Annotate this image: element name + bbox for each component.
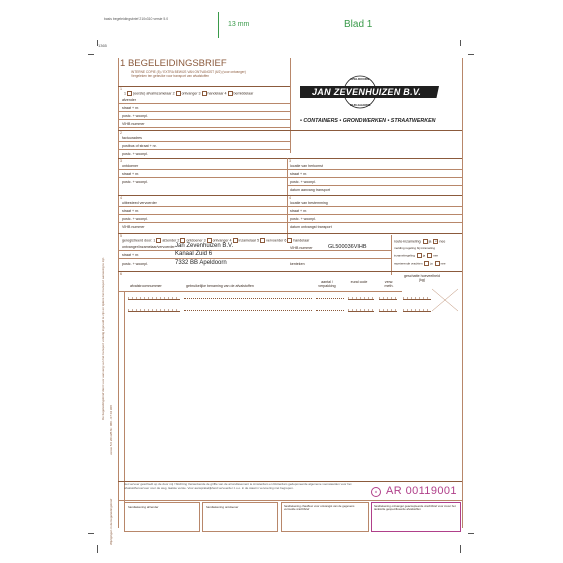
section-1-num: 1	[120, 87, 122, 91]
field-postcode-5: postc. + woonpl.	[122, 262, 149, 266]
section-2-num: 2	[120, 131, 122, 135]
cross-graphic	[430, 287, 460, 313]
col-afvalstroomnummer: afvalstroomnummer	[130, 284, 162, 288]
signature-box-afzender[interactable]	[124, 502, 200, 532]
field-factuuradres: factuuradres	[122, 136, 142, 140]
section-5-num: 5	[120, 234, 122, 238]
field-locatie-herkomst: locatie van herkomst	[290, 164, 323, 168]
field-street: straat + nr.	[122, 106, 140, 110]
row-line	[118, 291, 402, 292]
form-heading: BEGELEIDINGSBRIEF	[127, 58, 227, 69]
field-street-4r: straat + nr.	[290, 209, 308, 213]
row-line	[118, 258, 391, 259]
crop-mark	[97, 545, 98, 553]
ar-prefix: AR	[386, 485, 403, 497]
col-euralcode: eural code	[350, 280, 368, 284]
section-6-num: 6	[120, 272, 122, 276]
crop-mark	[88, 54, 94, 55]
row-line	[118, 119, 290, 120]
checkbox[interactable]	[435, 261, 440, 266]
section-2-top	[118, 130, 462, 131]
field-street-3r: straat + nr.	[290, 172, 308, 176]
sheet-label: Blad 1	[344, 19, 373, 30]
row-line	[287, 185, 462, 186]
entry-aantal-2[interactable]	[316, 310, 344, 311]
right-check-3: repeterende vrachten ja nee	[394, 261, 446, 266]
entry-afvalstroomnummer-1[interactable]	[128, 294, 180, 300]
section-5-registered: geregistreerd door: 1 afzender 2 ontdoener 3 ontvanger 4 inzamelaar 5 vervoerder 6 handelaar	[122, 238, 310, 243]
checkbox[interactable]	[424, 261, 429, 266]
field-postcode-3r: postc. + woonpl.	[290, 180, 317, 184]
sig-label: handtekening chauffeur voor ontvangst van de gegevens vermelde vrachtbrief	[284, 504, 355, 512]
checkbox[interactable]	[417, 253, 422, 258]
mid-divider	[287, 158, 288, 238]
checkbox[interactable]	[423, 239, 428, 244]
recycle-icon: ♻	[371, 487, 381, 497]
sig-label: handtekening afzender	[128, 505, 159, 509]
section-4-num: 4	[120, 196, 122, 200]
entry-benaming-2[interactable]	[184, 310, 312, 311]
field-postcode-2: postc. + woonpl.	[122, 152, 149, 156]
signature-box-chauffeur[interactable]	[281, 502, 369, 532]
field-datum-ontvangst: datum ontvangst transport	[290, 225, 332, 229]
field-ontdoener: ontdoener	[122, 164, 139, 168]
kenteken-label: kenteken	[290, 262, 305, 266]
vihb-label: VIHB nummer	[290, 246, 313, 250]
sig-label: handtekening ontdoener	[206, 505, 239, 509]
margin-note: 13 mm	[228, 21, 250, 28]
logo-tagline: • CONTAINERS • GRONDWERKEN • STRAATWERKEN	[300, 118, 436, 124]
row-line	[118, 127, 290, 128]
row-line	[118, 177, 462, 178]
field-street-3: straat + nr.	[122, 172, 140, 176]
side-text-3: Wijzigingen in de begeleidingsbrief	[109, 498, 113, 545]
row-line	[118, 250, 391, 251]
checkbox[interactable]	[202, 91, 207, 96]
field-postcode-4r: postc. + woonpl.	[290, 217, 317, 221]
signature-box-ontvanger[interactable]	[371, 502, 461, 532]
crop-mark	[468, 54, 474, 55]
field-postcode-4: postc. + woonpl.	[122, 217, 149, 221]
section-6-top	[118, 271, 462, 272]
checkbox[interactable]	[427, 253, 432, 258]
right-check-2: inzamelregeling ja nee	[394, 253, 439, 258]
city-value: 7332 BB Apeldoorn	[175, 260, 227, 266]
row-line	[118, 149, 290, 150]
page-code: 1365	[98, 43, 107, 48]
measure-line	[218, 12, 219, 38]
field-postcode-3: postc. + woonpl.	[122, 180, 149, 184]
row-line	[118, 169, 462, 170]
section-5-right-divider	[391, 235, 392, 275]
col-verw-meth: verw. meth.	[384, 280, 394, 288]
checkbox[interactable]	[156, 238, 161, 243]
right-check-1: melding regeling bij inzameling	[394, 246, 436, 250]
vihb-value: GL500036VIHB	[328, 244, 367, 250]
company-name-value: Jan Zevenhuizen B.V.	[175, 243, 234, 249]
field-vihb-4: VIHB nummer	[122, 225, 145, 229]
col-aantal: aantal / verpakking	[318, 280, 336, 288]
field-postcode: postc. + woonpl.	[122, 114, 149, 118]
file-info: basis begeleidingsbrief 210x310 versie 5.0	[104, 17, 169, 21]
entry-hoeveelheid-1[interactable]	[403, 294, 431, 300]
crop-mark	[460, 545, 461, 553]
form-right-border	[462, 58, 463, 528]
field-vervoerder: uitbesteed vervoerder	[122, 201, 157, 205]
row-line	[118, 103, 290, 104]
field-locatie-bestemming: locatie van bestemming	[290, 201, 328, 205]
crossed-box	[430, 287, 460, 313]
ar-number	[386, 485, 457, 497]
form-number: 1	[120, 58, 126, 69]
checkbox[interactable]	[260, 238, 265, 243]
row-line	[118, 206, 462, 207]
crop-mark	[460, 40, 461, 46]
title-sub1: INTERNE COPIE (5) / EXTRA BEWIJS VAN ONTVANGST (6/2) (voor ontvanger)	[131, 70, 246, 74]
logo-ring-top: APELDOORN	[350, 77, 370, 81]
entry-benaming-1[interactable]	[184, 298, 312, 299]
route-inzameling: route-inzameling ja x nee	[394, 239, 446, 244]
col-benaming: gebruikelijke benaming van de afvalstoffen	[186, 284, 254, 288]
section-1-top	[118, 86, 290, 87]
field-ontvanger: ontvanger/inzamelaar/vervoerder	[122, 245, 175, 249]
row-line	[118, 222, 462, 223]
section-3-num: 3	[120, 159, 122, 163]
crop-mark	[88, 533, 94, 534]
side-text-2: versie 5.0 2013/B Nr. 080 - 07 04 968	[109, 405, 113, 455]
ar-value: 00119001	[405, 485, 457, 497]
checkbox[interactable]	[176, 91, 181, 96]
signature-box-ontdoener[interactable]	[202, 502, 278, 532]
section-4-num-right: 4	[289, 196, 291, 200]
field-vihb: VIHB nummer	[122, 122, 145, 126]
checkbox[interactable]	[287, 238, 292, 243]
entry-verw-1[interactable]	[379, 294, 397, 300]
footer-note: Het vervoer geschiedt op de door mij / Stichting Verwerkende de griffie van de arrondissement te Amsterdam en Rotterdam gedeponeerde algemene voorwaarden voor het afvalstoffenvervoer voor de weg, laatste versie. Voor aansprakelijkheid vervoerder z.o.o. in de staat in vervoering niet begrepen.	[124, 482, 352, 490]
field-datum-aanvang: datum aanvang transport	[290, 188, 330, 192]
entry-euralcode-1[interactable]	[348, 294, 374, 300]
street-value: Kanaal Zuid 6	[175, 251, 213, 257]
row-line	[118, 500, 462, 501]
company-logo	[300, 72, 450, 112]
row-line	[118, 214, 462, 215]
logo-name: JAN ZEVENHUIZEN B.V.	[312, 87, 422, 97]
logo-ring-bottom: OUD-GAARNE	[350, 103, 371, 107]
col-hoeveelheid: geschatte hoeveelheid (kg)	[404, 274, 440, 282]
sig-label: handtekening ontvanger geaccepteerde vrachtbrief voor zover het tankst/de gespecificeerde afvalstoffen	[374, 504, 456, 512]
entry-afvalstroomnummer-2[interactable]	[128, 306, 180, 312]
entry-verw-2[interactable]	[379, 306, 397, 312]
field-postbus: postbus of straat + nr.	[122, 144, 157, 148]
field-street-5: straat + nr.	[122, 253, 140, 257]
title-sub2: Vergeleken ten gebruike voor transport van afvalstoffen	[131, 74, 210, 78]
field-street-4: straat + nr.	[122, 209, 140, 213]
form-left-border	[118, 58, 119, 528]
checkbox[interactable]	[127, 91, 132, 96]
entry-aantal-1[interactable]	[316, 298, 344, 299]
side-text: De begeleidingsbrief dient voor aanvang van het transport volledig ingevuld te zijn en tijdens het transport aanwezig te zijn	[101, 257, 105, 420]
checkbox[interactable]	[228, 91, 233, 96]
section-3-num-right: 3	[289, 159, 291, 163]
row-line	[118, 111, 290, 112]
checkbox-checked[interactable]: x	[435, 239, 437, 243]
crop-mark	[468, 533, 474, 534]
checkbox[interactable]	[233, 238, 238, 243]
entry-euralcode-2[interactable]	[348, 306, 374, 312]
title-divider	[290, 58, 291, 153]
entry-hoeveelheid-2[interactable]	[403, 306, 431, 312]
form-title	[120, 58, 227, 69]
section-1-options: 1 (eerste) afvalinzamelaar 2 ontvanger 3 handelaar 4 bemiddelaar	[124, 91, 254, 96]
row-line	[118, 141, 290, 142]
field-afzender: afzender	[122, 98, 136, 102]
section-5-top	[118, 233, 462, 234]
